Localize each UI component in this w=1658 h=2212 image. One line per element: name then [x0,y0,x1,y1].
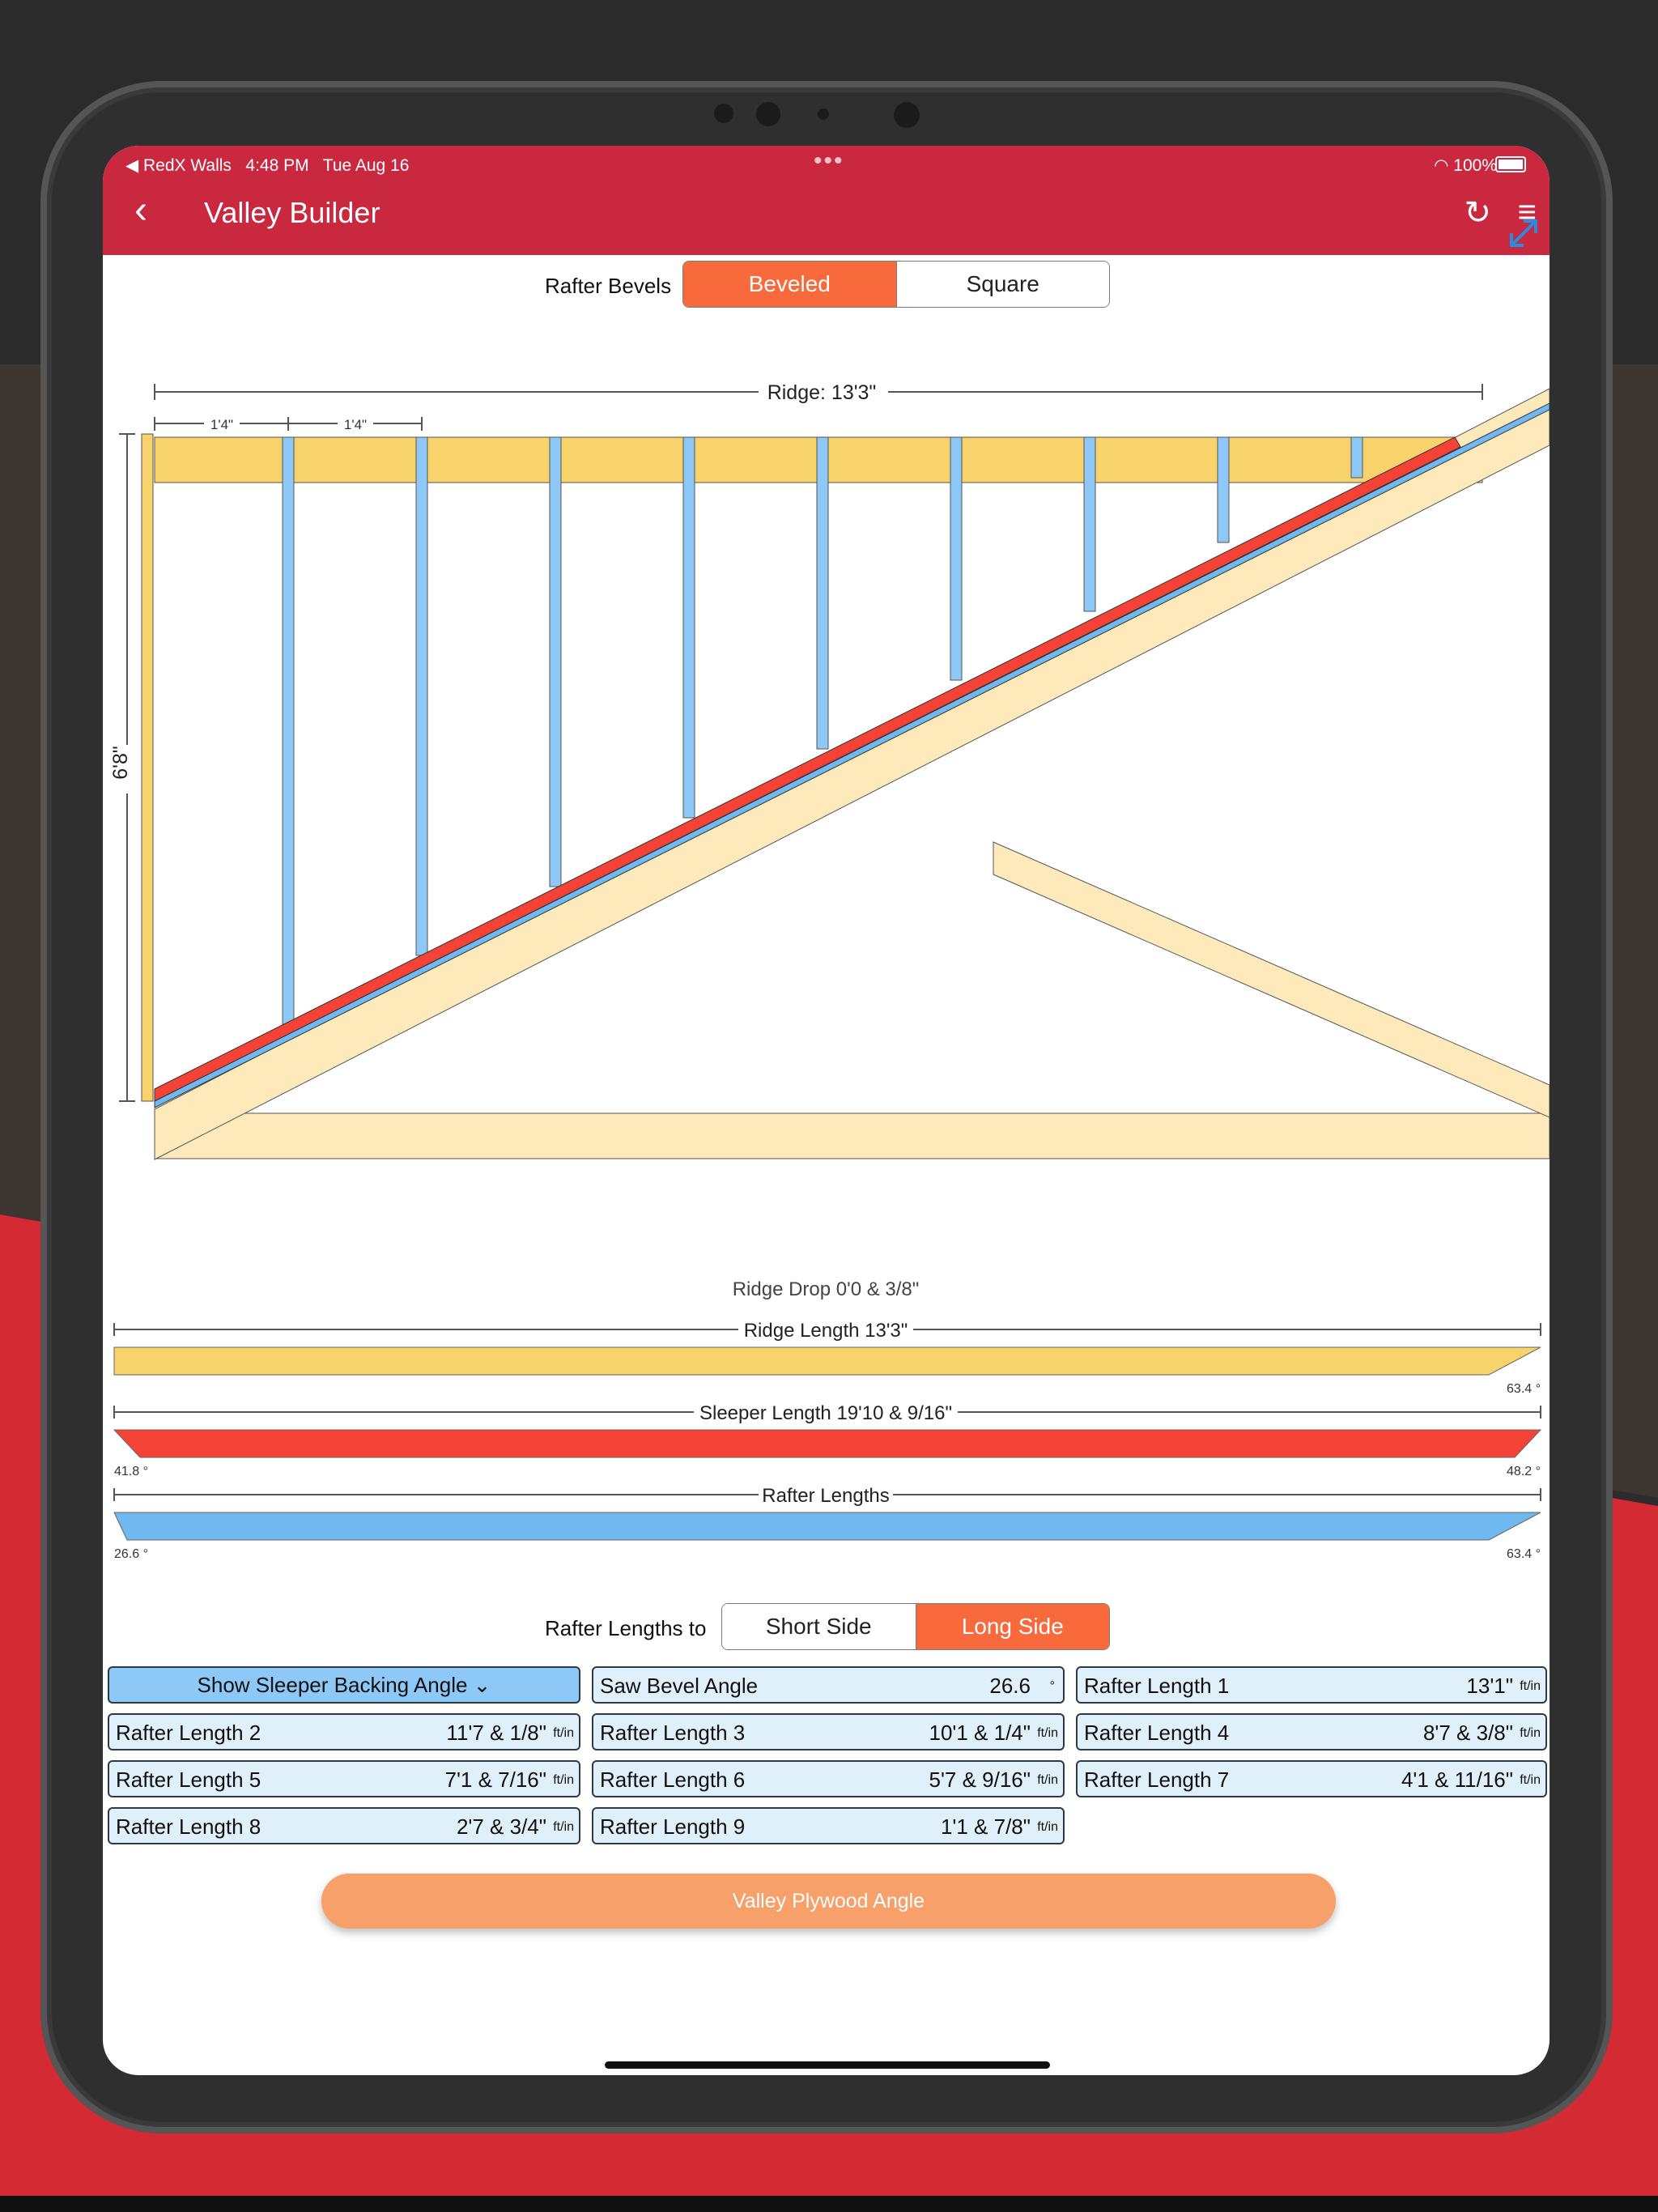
spacing-dimension [155,415,422,432]
field-label: Rafter Length 2 [116,1721,261,1745]
battery-percent: 100% [1453,156,1497,175]
rafter-length-field[interactable] [592,1807,1065,1844]
hamburger-menu-icon[interactable]: ≡ [1517,194,1537,230]
rafter-length-field[interactable] [1076,1713,1547,1750]
rafter-lengths-to-label: Rafter Lengths to [545,1616,707,1640]
rafter-length-field[interactable] [1076,1760,1547,1797]
short-side-option[interactable]: Short Side [722,1604,916,1649]
back-chevron-icon[interactable]: ‹ [134,189,147,232]
square-option[interactable]: Square [896,262,1110,307]
rafter-lengths-label: Rafter Lengths [762,1485,890,1507]
field-unit: ft/in [553,1726,574,1740]
valley-rafter [817,437,828,749]
field-value: 2'7 & 3/4" [456,1814,546,1839]
valley-diagram [103,146,1550,1198]
field-unit: ft/in [1037,1773,1058,1787]
ridge-angle-right: 63.4 ° [1507,1382,1541,1396]
back-app-link[interactable]: ◀ RedX Walls [125,156,232,175]
valley-rafter [1351,437,1363,478]
field-value: 8'7 & 3/8" [1422,1721,1513,1745]
field-unit: ft/in [553,1773,574,1787]
beveled-option[interactable]: Beveled [683,262,896,307]
field-unit: ° [1049,1679,1055,1693]
ridge-drop-label: Ridge Drop 0'0 & 3/8" [732,1279,920,1300]
sleeper-angle-right: 48.2 ° [1507,1465,1541,1478]
bottom-plate [155,1113,1550,1159]
field-value: 5'7 & 9/16" [929,1767,1031,1792]
multitask-dots-icon[interactable]: ••• [814,147,844,174]
field-label: Rafter Length 5 [116,1767,261,1792]
field-unit: ft/in [1520,1726,1541,1740]
valley-rafter [550,437,561,887]
rafter-length-field[interactable] [592,1760,1065,1797]
valley-rafter [683,437,695,818]
field-label: Saw Bevel Angle [600,1674,759,1698]
field-label: Rafter Length 7 [1084,1767,1230,1792]
sleeper-length-label: Sleeper Length 19'10 & 9/16" [699,1402,953,1424]
field-value: 1'1 & 7/8" [940,1814,1031,1839]
camera-dot [818,108,829,120]
field-value: 13'1" [1466,1674,1513,1698]
saw-bevel-field[interactable] [592,1666,1065,1704]
ridge-label: Ridge: 13'3" [767,381,877,404]
valley-rafter [950,437,962,680]
show-sleeper-backing-dropdown[interactable]: Show Sleeper Backing Angle ⌄ [108,1666,580,1704]
field-unit: ft/in [1037,1820,1058,1834]
height-label: 6'8" [109,746,132,780]
valley-rafter [1218,437,1229,542]
rafter-lengths-to-toggle [721,1603,1110,1650]
field-unit: ft/in [1520,1679,1541,1693]
field-label: Rafter Length 9 [600,1814,746,1839]
sleeper-board-bar [114,1430,1541,1457]
status-time: 4:48 PM [245,156,309,175]
rafter-angle-left: 26.6 ° [114,1547,148,1561]
ridge-dimension [155,379,1482,404]
rafter-length-field[interactable] [108,1713,580,1750]
rafter-bevels-label: Rafter Bevels [545,274,672,298]
cross-brace [993,842,1550,1117]
field-value: 10'1 & 1/4" [929,1721,1031,1745]
cut-lists [103,1279,1550,1587]
sleeper-board [155,437,1460,1101]
field-label: Rafter Length 8 [116,1814,261,1839]
rafter-length-field[interactable] [1076,1666,1547,1704]
valley-rafter [283,437,294,1024]
valley-plywood-angle-button[interactable]: Valley Plywood Angle [321,1874,1336,1929]
rafter-length-field[interactable] [108,1807,580,1844]
field-unit: ft/in [553,1820,574,1834]
field-value: 11'7 & 1/8" [446,1721,546,1745]
valley-rafter [1084,437,1095,611]
status-date: Tue Aug 16 [322,156,410,175]
wall-stud [142,434,153,1101]
camera-dot [756,102,780,126]
app-screen [103,146,1550,2075]
ridge-length-label: Ridge Length 13'3" [743,1320,908,1342]
home-indicator[interactable] [605,2061,1050,2069]
field-label: Rafter Length 1 [1084,1674,1230,1698]
rafter-length-field[interactable] [592,1713,1065,1750]
field-label: Rafter Length 6 [600,1767,746,1792]
sleeper-angle-left: 41.8 ° [114,1465,148,1478]
camera-dot [714,104,733,123]
field-value: 26.6 [989,1674,1031,1698]
field-unit: ft/in [1037,1726,1058,1740]
spacing-label: 1'4" [210,417,234,432]
field-unit: ft/in [1520,1773,1541,1787]
field-label: Rafter Length 4 [1084,1721,1230,1745]
long-side-option[interactable]: Long Side [916,1604,1110,1649]
spacing-label: 1'4" [343,417,368,432]
rafter-board-bar [114,1512,1541,1540]
camera-dot [894,102,920,128]
field-value: 7'1 & 7/16" [444,1767,546,1792]
wifi-icon: ◠ [1434,156,1449,175]
field-value: 4'1 & 11/16" [1401,1767,1513,1792]
refresh-icon[interactable]: ↻ [1464,195,1491,231]
ridge-board-bar [114,1347,1541,1375]
field-label: Rafter Length 3 [600,1721,746,1745]
height-dimension [109,434,138,1101]
rafter-angle-right: 63.4 ° [1507,1547,1541,1561]
valley-rafter [416,437,427,955]
page-title: Valley Builder [204,196,380,229]
rafter-length-field[interactable] [108,1760,580,1797]
